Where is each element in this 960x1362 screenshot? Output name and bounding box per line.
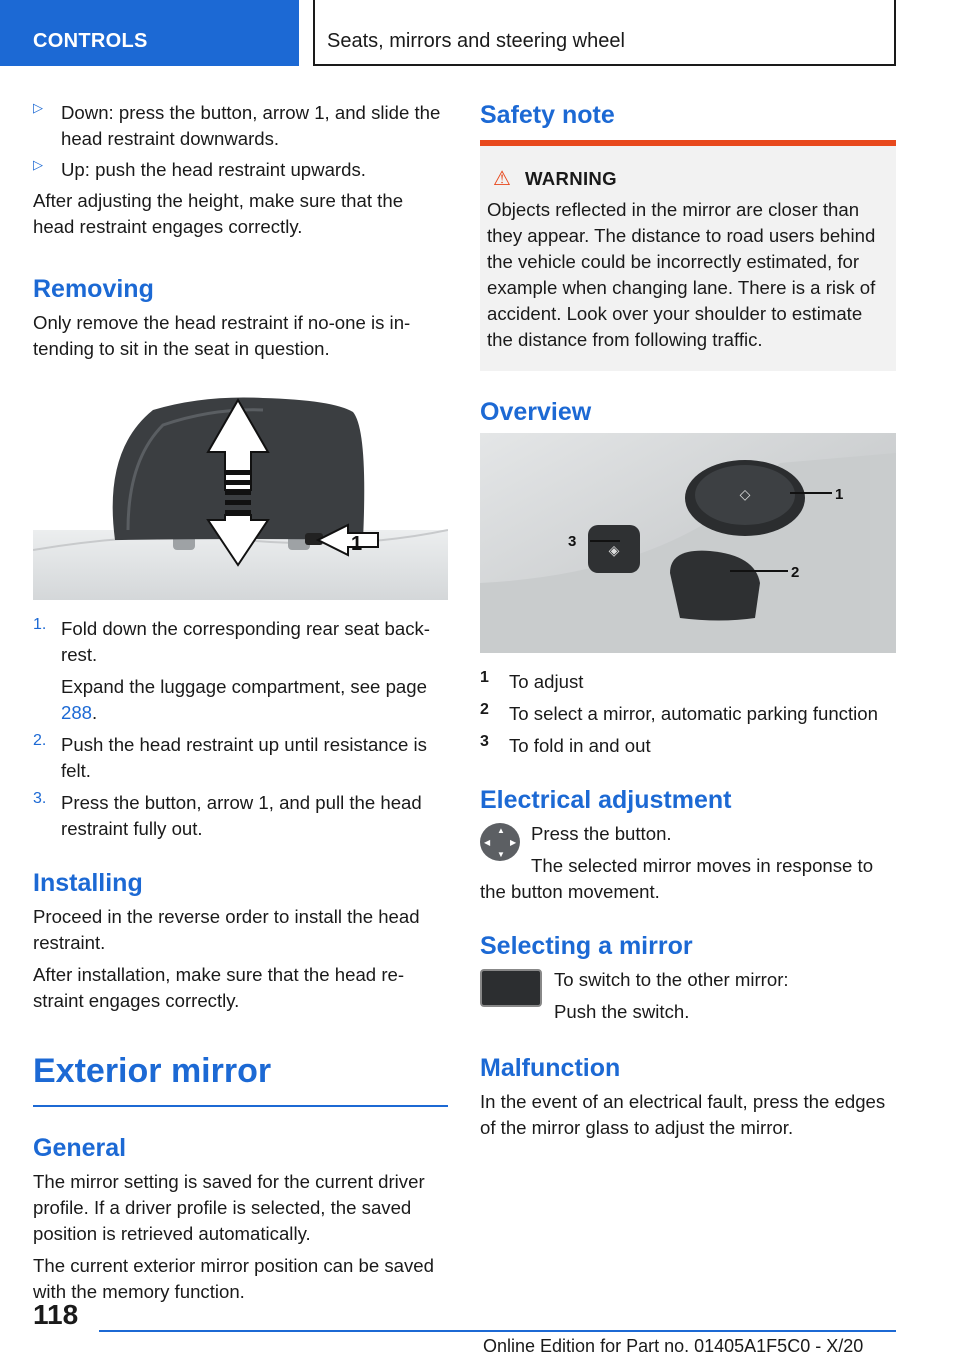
step-number: 3. — [33, 790, 47, 807]
legend-text: To fold in and out — [509, 735, 651, 756]
paragraph: The mirror setting is saved for the current driver profile. If a driver profile is selected, the saved position is retrieved automatically. — [33, 1171, 425, 1244]
exterior-mirror-heading: Exterior mirror — [33, 1052, 272, 1090]
step-number: 1. — [33, 616, 47, 633]
triangle-bullet-icon: ▷ — [33, 100, 43, 115]
footer-rule — [99, 1330, 896, 1332]
removing-heading: Removing — [33, 275, 154, 303]
mirror-controls-graphic — [480, 433, 896, 653]
paragraph: In the event of an electrical fault, press the edges of the mirror glass to adjust the mirror. — [480, 1091, 886, 1138]
safety-note-heading: Safety note — [480, 101, 615, 129]
numbered-step — [33, 616, 448, 726]
legend-key: 3 — [480, 733, 489, 750]
paragraph: The selected mirror moves in response to the button movement. — [480, 855, 874, 902]
legend-key: 1 — [480, 669, 489, 686]
direction-button-icon: ▲ ▼ ◀ ▶ — [480, 823, 520, 861]
figure-callout: 1 — [835, 486, 844, 503]
bullet-text: Up: push the head restraint upwards. — [61, 159, 366, 180]
warning-box — [480, 140, 896, 371]
list-item — [33, 100, 448, 152]
head-restraint-illustration — [33, 390, 448, 600]
right-column — [480, 100, 896, 1141]
chapter-title: Seats, mirrors and steering wheel — [327, 30, 625, 52]
legend-text: To select a mirror, automatic parking function — [509, 703, 878, 724]
step-number: 2. — [33, 732, 47, 749]
footer-edition: Online Edition for Part no. 01405A1F5C0 - X/20 — [483, 1336, 864, 1356]
fold-mirror-icon: ◈ — [608, 543, 620, 559]
paragraph: To switch to the other mirror: — [554, 969, 789, 990]
overview-heading: Overview — [480, 398, 592, 426]
selecting-mirror-heading: Selecting a mirror — [480, 932, 693, 960]
list-item — [33, 157, 448, 183]
legend-key: 2 — [480, 701, 489, 718]
triangle-bullet-icon: ▷ — [33, 157, 43, 172]
figure-callout: 3 — [568, 533, 577, 550]
step-text: Press the button, arrow 1, and pull the head restraint fully out. — [61, 792, 422, 839]
figure-callout: 1 — [351, 533, 363, 555]
numbered-step — [33, 732, 448, 784]
legend-row — [480, 701, 896, 727]
left-column — [33, 100, 448, 1305]
installing-heading: Installing — [33, 869, 143, 897]
warning-label: WARNING — [524, 167, 617, 189]
selecting-mirror-block — [480, 967, 896, 1027]
step-text: Push the head restraint up until resistance is felt. — [61, 734, 427, 781]
step-note: Expand the luggage compartment, see page 288. — [61, 676, 427, 723]
paragraph: Proceed in the reverse order to install the head restraint. — [33, 906, 420, 953]
paragraph: Only remove the head restraint if no-one is in-tending to sit in the seat in question. — [33, 312, 411, 359]
mirror-icon: ◇ — [739, 487, 751, 503]
paragraph: Press the button. — [531, 823, 672, 844]
mirror-controls-illustration — [480, 433, 896, 653]
mirror-switch-icon — [480, 969, 542, 1007]
electrical-adjustment-heading: Electrical adjustment — [480, 786, 732, 814]
paragraph: After installation, make sure that the head re-straint engages correctly. — [33, 964, 405, 1011]
head-restraint-graphic — [33, 390, 448, 600]
warning-triangle-icon: ⚠ — [493, 168, 511, 190]
figure-callout: 2 — [791, 564, 800, 581]
paragraph: Push the switch. — [554, 1001, 690, 1022]
page-number: 118 — [33, 1299, 79, 1330]
warning-title — [493, 166, 888, 191]
section-tab — [0, 0, 299, 66]
section-title: CONTROLS — [33, 30, 148, 52]
paragraph: The current exterior mirror position can be saved with the memory function. — [33, 1255, 434, 1302]
legend-text: To adjust — [509, 671, 584, 692]
legend-row — [480, 669, 896, 695]
page-link[interactable]: 288 — [61, 702, 93, 723]
numbered-step — [33, 790, 448, 842]
chapter-tab — [313, 0, 896, 66]
electrical-adjustment-block — [480, 821, 896, 905]
general-heading: General — [33, 1134, 127, 1162]
step-text: Fold down the corresponding rear seat back-rest. — [61, 618, 430, 665]
paragraph: After adjusting the height, make sure that the head restraint engages correctly. — [33, 190, 404, 237]
heading-rule — [33, 1105, 448, 1107]
malfunction-heading: Malfunction — [480, 1054, 621, 1082]
legend-row — [480, 733, 896, 759]
warning-text: Objects reflected in the mirror are closer than they appear. The distance to road users behind the vehicle could be incorrectly estimated, for example when changing lane. There is a risk of accident. Look over your shoulder to estimate the distance from following traffic. — [487, 199, 876, 350]
bullet-text: Down: press the button, arrow 1, and slide the head restraint downwards. — [61, 102, 441, 149]
